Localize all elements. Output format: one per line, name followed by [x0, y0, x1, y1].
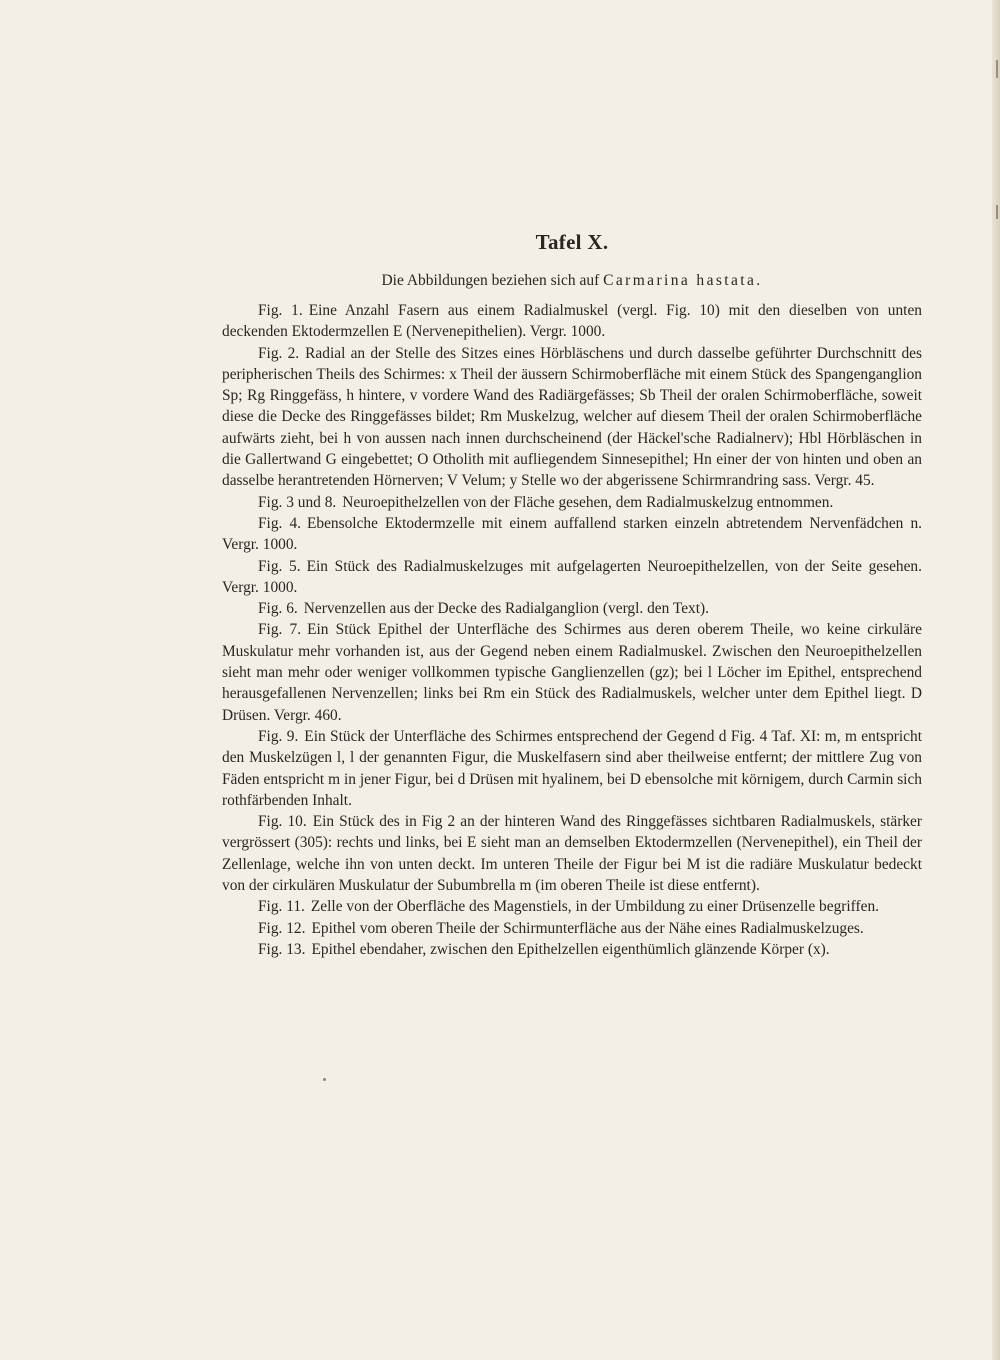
page-edge	[992, 0, 1000, 1360]
paper-speck	[323, 1078, 326, 1081]
figure-caption	[222, 939, 922, 960]
figure-label: Fig. 3 und 8.	[258, 493, 337, 511]
plate-legend	[222, 228, 922, 960]
figure-label: Fig. 13.	[258, 940, 306, 958]
figure-text: Nervenzellen aus der Decke des Radialganglion (vergl. den Text).	[303, 600, 709, 618]
figure-label: Fig. 12.	[258, 919, 306, 937]
figure-text: Ein Stück der Unterfläche des Schirmes entsprechend der Gegend d Fig. 4 Taf. XI: m, m entspricht den Muskelzügen l, l der genannten Figur, die Muskelfasern sind aber theilweise entfernt; der mittlere Zug von Fäden entspricht m in jener Figur, bei d Drüsen mit hyalinem, bei D ebensolche mit körnigem, durch Carmin sich rothfärbenden Inhalt.	[222, 727, 922, 809]
figure-label: Fig. 9.	[258, 727, 299, 745]
figure-caption	[222, 726, 922, 811]
figure-caption	[222, 492, 922, 513]
subtitle-species: Carmarina hastata.	[603, 272, 763, 289]
edge-mark	[996, 60, 998, 78]
plate-subtitle	[222, 270, 922, 292]
figure-label: Fig. 10.	[258, 813, 307, 831]
subtitle-prefix: Die Abbildungen beziehen sich auf	[381, 272, 600, 289]
figure-caption	[222, 556, 922, 599]
figure-label: Fig. 2.	[258, 344, 300, 362]
figure-caption	[222, 811, 922, 896]
figure-text: Ebensolche Ektodermzelle mit einem auffallend starken einzeln abtretendem Nervenfädchen n. Vergr. 1000.	[222, 514, 922, 554]
figure-caption	[222, 918, 922, 939]
figure-label: Fig. 6.	[258, 600, 298, 618]
figure-caption	[222, 343, 922, 492]
figure-text: Ein Stück des Radialmuskelzuges mit aufgelagerten Neuroepithelzellen, von der Seite gesehen. Vergr. 1000.	[222, 557, 922, 596]
figure-label: Fig. 11.	[258, 898, 305, 916]
figure-caption	[222, 896, 922, 917]
figure-caption	[222, 513, 922, 556]
edge-mark	[996, 205, 998, 219]
figure-text: Radial an der Stelle des Sitzes eines Hörbläschens und durch dasselbe geführter Durchschnitt des peripherischen Theils des Schirmes: x Theil der äussern Schirmoberfläche mit einem Stück des Spangenganglion Sp; Rg Ringgefäss, h hintere, v vordere Wand des Radiärgefässes; Sb Theil der oralen Schirmoberfläche, soweit diese die Decke des Ringgefässes bildet; Rm Muskelzug, welcher auf diesem Theil der oralen Schirmoberfläche aufwärts zieht, bei h von aussen nach innen durchscheinend (der Häckel'sche Radialnerv); Hbl Hörbläschen in die Gallertwand G eingebettet; O Otholith mit aufliegendem Sinnesepithel; Hn einer der von hinten und oben an dasselbe herantretenden Hörnerven; V Velum; y Stelle wo der abgerissene Schirmrandring sass. Vergr. 45.	[222, 344, 922, 490]
figure-text: Ein Stück Epithel der Unterfläche des Schirmes aus deren oberem Theile, wo keine cirkuläre Muskulatur mehr vorhanden ist, aus der Gegend neben einem Radialmuskel. Zwischen den Neuroepithelzellen sieht man mehr oder weniger vollkommen typische Ganglienzellen (gz); bei l Löcher im Epithel, entsprechend herausgefallenen Nervenzellen; links bei Rm ein Stück des Radialmuskels, welcher unter dem Epithel liegt. D Drüsen. Vergr. 460.	[222, 621, 922, 724]
figure-text: Ein Stück des in Fig 2 an der hinteren Wand des Ringgefässes sichtbaren Radialmuskels, stärker vergrössert (305): rechts und links, bei E sieht man an demselben Ektodermzellen (Nervenepithel), ein Theil der Zellenlage, welche ihn von unten deckt. Im unteren Theile der Figur bei M ist die radiäre Muskulatur bedeckt von der cirkulären Muskulatur der Subumbrella m (im oberen Theile ist diese entfernt).	[222, 813, 923, 895]
figure-caption	[222, 619, 922, 725]
figure-label: Fig. 1.	[258, 302, 303, 319]
figure-label: Fig. 7.	[258, 621, 302, 639]
figure-text: Epithel ebendaher, zwischen den Epithelzellen eigenthümlich glänzende Körper (x).	[311, 940, 830, 958]
figure-caption	[222, 300, 922, 343]
plate-title: Tafel X.	[535, 230, 609, 254]
figure-label: Fig. 5.	[258, 557, 301, 575]
figure-text: Zelle von der Oberfläche des Magenstiels, in der Umbildung zu einer Drüsenzelle begriffen.	[310, 898, 880, 916]
figure-caption	[222, 598, 922, 619]
figure-text: Neuroepithelzellen von der Fläche gesehen, dem Radialmuskelzug entnommen.	[342, 493, 834, 511]
figure-text: Epithel vom oberen Theile der Schirmunterfläche aus der Nähe eines Radialmuskelzuges.	[311, 919, 864, 937]
figure-text: Eine Anzahl Fasern aus einem Radialmuskel (vergl. Fig. 10) mit den dieselben von unten deckenden Ektodermzellen E (Nervenepithelien). Vergr. 1000.	[222, 302, 922, 341]
figure-label: Fig. 4.	[258, 514, 301, 532]
